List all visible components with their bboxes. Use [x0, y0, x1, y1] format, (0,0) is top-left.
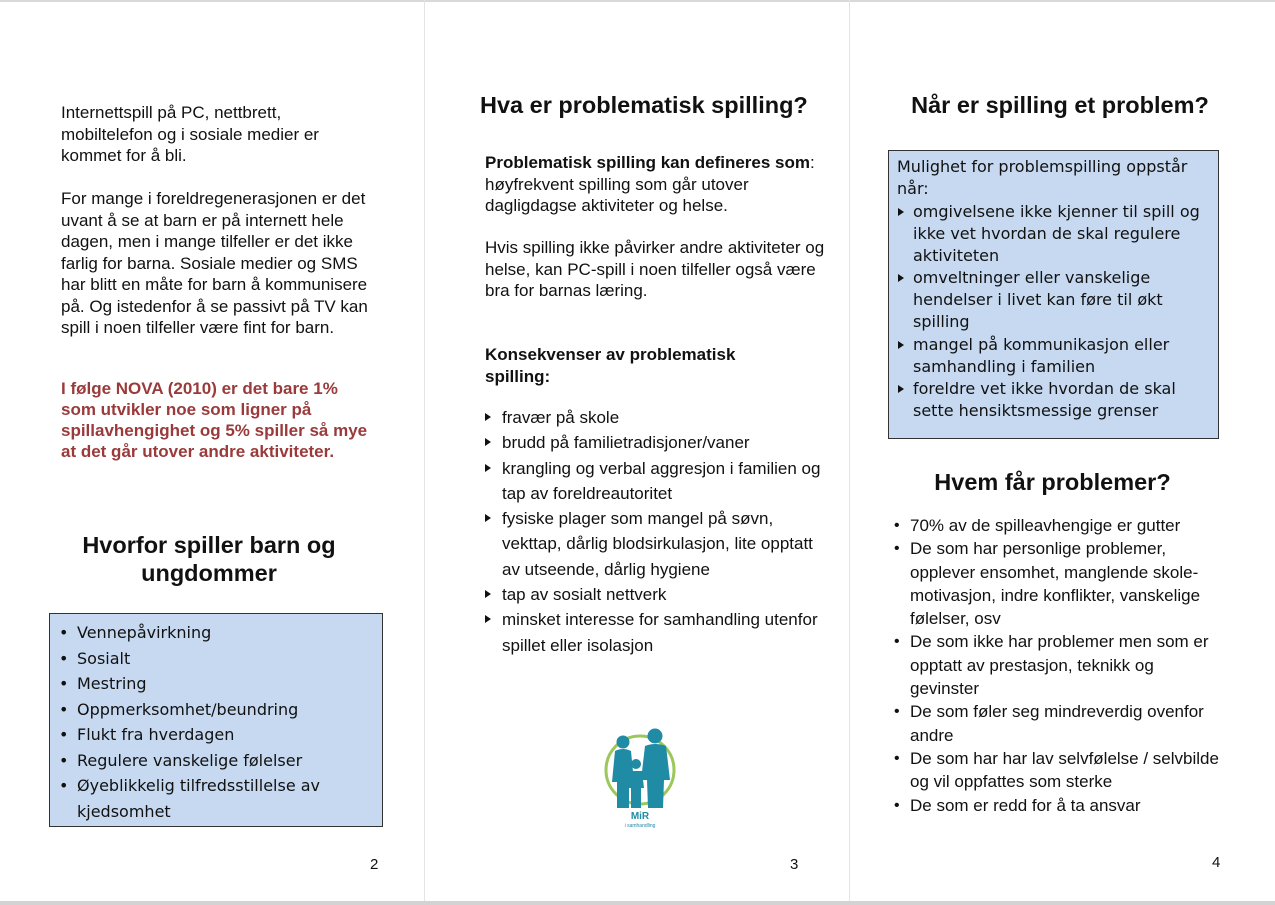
conditions-box [888, 150, 1219, 439]
section-heading-when: Når er spilling et problem? [911, 92, 1209, 118]
list-item [59, 620, 369, 646]
triangle-bullet-icon [485, 615, 491, 623]
triangle-bullet-icon [898, 274, 904, 282]
reason-text: Øyeblikkelig tilfredsstillelse av kjedsomhet [77, 776, 321, 821]
list-item [897, 201, 1213, 266]
list-item [59, 697, 369, 723]
consequence-text: tap av sosialt nettverk [502, 585, 667, 605]
who-text: De som har har lav selvfølelse / selvbilde og vil oppfattes som sterke [910, 748, 1219, 792]
conditions-list [897, 201, 1213, 422]
benefit-paragraph: Hvis spilling ikke påvirker andre aktiviteter og helse, kan PC-spill i noen tilfeller også være bra for barnas læring. [485, 238, 825, 300]
triangle-bullet-icon [898, 208, 904, 216]
definition-term: Problematisk spilling kan defineres som [485, 153, 810, 172]
who-text: De som har personlige problemer, opplever ensomhet, manglende skole-motivasjon, indre konflikter, vanskelige følelser, osv [910, 539, 1201, 629]
list-item [483, 456, 828, 507]
triangle-bullet-icon [485, 438, 491, 446]
definition-paragraph [485, 152, 825, 217]
reason-text: Regulere vanskelige følelser [77, 750, 303, 770]
sheet-bottom-edge [0, 901, 1275, 905]
family-logo-icon [600, 722, 680, 830]
condition-text: foreldre vet ikke hvordan de skal sette hensiktsmessige grenser [913, 379, 1176, 421]
condition-text: omgivelsene ikke kjenner til spill og ikke vet hvordan de skal regulere aktiviteten [913, 202, 1200, 265]
list-item [59, 773, 369, 824]
conditions-intro: Mulighet for problemspilling oppstår når: [897, 157, 1188, 198]
bullet-icon: • [894, 749, 900, 767]
panel-page-2 [0, 0, 424, 901]
bullet-icon: • [894, 796, 900, 814]
list-item [483, 430, 828, 455]
bullet-icon: • [59, 674, 69, 693]
list-item [894, 794, 1224, 817]
list-item [483, 405, 828, 430]
panel-page-4 [850, 0, 1275, 901]
intro-paragraph: Internettspill på PC, nettbrett, mobiltelefon og i sosiale medier er kommet for å bli. [61, 103, 319, 165]
triangle-bullet-icon [898, 341, 904, 349]
who-text: De som er redd for å ta ansvar [910, 795, 1141, 815]
section-heading-what: Hva er problematisk spilling? [480, 92, 808, 118]
bullet-icon: • [59, 648, 69, 668]
list-item [483, 506, 828, 582]
condition-text: omveltninger eller vanskelige hendelser i livet kan føre til økt spilling [913, 268, 1163, 331]
mir-logo [600, 722, 680, 830]
who-list [894, 514, 1224, 817]
reasons-box [49, 613, 383, 827]
section-heading-why: Hvorfor spiller barn og ungdommer [82, 532, 336, 586]
logo-wordmark: MiR [630, 811, 650, 822]
list-item [897, 334, 1213, 378]
list-item [483, 582, 828, 607]
reason-text: Sosialt [77, 648, 131, 668]
consequences-list [483, 405, 828, 658]
list-item [59, 671, 369, 697]
triangle-bullet-icon [485, 413, 491, 421]
section-heading-who: Hvem får problemer? [934, 469, 1171, 495]
list-item [897, 267, 1213, 332]
page-number: 2 [370, 856, 379, 873]
bullet-icon: • [894, 703, 900, 721]
reason-text: Flukt fra hverdagen [77, 725, 235, 744]
triangle-bullet-icon [485, 514, 491, 522]
bullet-icon: • [59, 776, 69, 795]
context-paragraph: For mange i foreldregenerasjonen er det uvant å se at barn er på internett hele dagen, men i mange tilfeller er det ikke farlig for barna. Sosiale medier og SMS har blitt en måte for barn å kommunisere på. Og istedenfor å se passivt på TV kan spill i noen tilfeller være fint for barn. [61, 189, 368, 337]
who-text: De som ikke har problemer men som er opptatt av prestasjon, teknikk og gevinster [910, 632, 1209, 699]
consequence-text: brudd på familietradisjoner/vaner [502, 433, 750, 453]
reason-text: Mestring [77, 674, 147, 693]
bullet-icon: • [59, 750, 69, 770]
triangle-bullet-icon [485, 464, 491, 472]
list-item [894, 514, 1224, 537]
list-item [894, 747, 1224, 794]
page-number: 3 [790, 856, 799, 873]
list-item [897, 378, 1213, 422]
list-item [894, 537, 1224, 630]
bullet-icon: • [894, 633, 900, 651]
bullet-icon: • [894, 540, 900, 558]
logo-subtext: i samhandling [624, 823, 656, 829]
who-text: 70% av de spilleavhengige er gutter [910, 516, 1181, 535]
bullet-icon: • [59, 699, 69, 719]
panel-page-3 [425, 0, 849, 901]
consequence-text: fysiske plager som mangel på søvn, vekttap, dårlig blodsirkulasjon, lite opptatt av utseende, dårlig hygiene [502, 509, 813, 579]
list-item [59, 722, 369, 748]
list-item [483, 607, 828, 658]
bullet-icon: • [894, 517, 900, 534]
list-item [59, 646, 369, 672]
condition-text: mangel på kommunikasjon eller samhandling i familien [913, 334, 1170, 376]
reason-text: Vennepåvirkning [77, 623, 212, 642]
reason-text: Oppmerksomhet/beundring [77, 699, 299, 719]
page-number: 4 [1212, 854, 1221, 871]
triangle-bullet-icon [898, 385, 904, 393]
consequence-text: krangling og verbal aggresjon i familien og tap av foreldreautoritet [502, 458, 821, 503]
reasons-list [59, 620, 369, 824]
bullet-icon: • [59, 725, 69, 744]
who-text: De som føler seg mindreverdig ovenfor andre [910, 702, 1204, 745]
bullet-icon: • [59, 623, 69, 642]
nova-statistic-highlight: I følge NOVA (2010) er det bare 1% som utvikler noe som ligner på spillavhengighet og 5% spiller så mye at det går utover andre aktiviteter. [61, 379, 368, 461]
consequence-text: fravær på skole [502, 408, 620, 427]
list-item [894, 700, 1224, 747]
triangle-bullet-icon [485, 590, 491, 598]
definition-text: : høyfrekvent spilling som går utover dagligdagse aktiviteter og helse. [485, 153, 815, 215]
consequence-text: minsket interesse for samhandling utenfor spillet eller isolasjon [502, 610, 818, 655]
list-item [59, 748, 369, 774]
list-item [894, 630, 1224, 700]
consequences-heading: Konsekvenser av problematisk spilling: [485, 345, 736, 386]
